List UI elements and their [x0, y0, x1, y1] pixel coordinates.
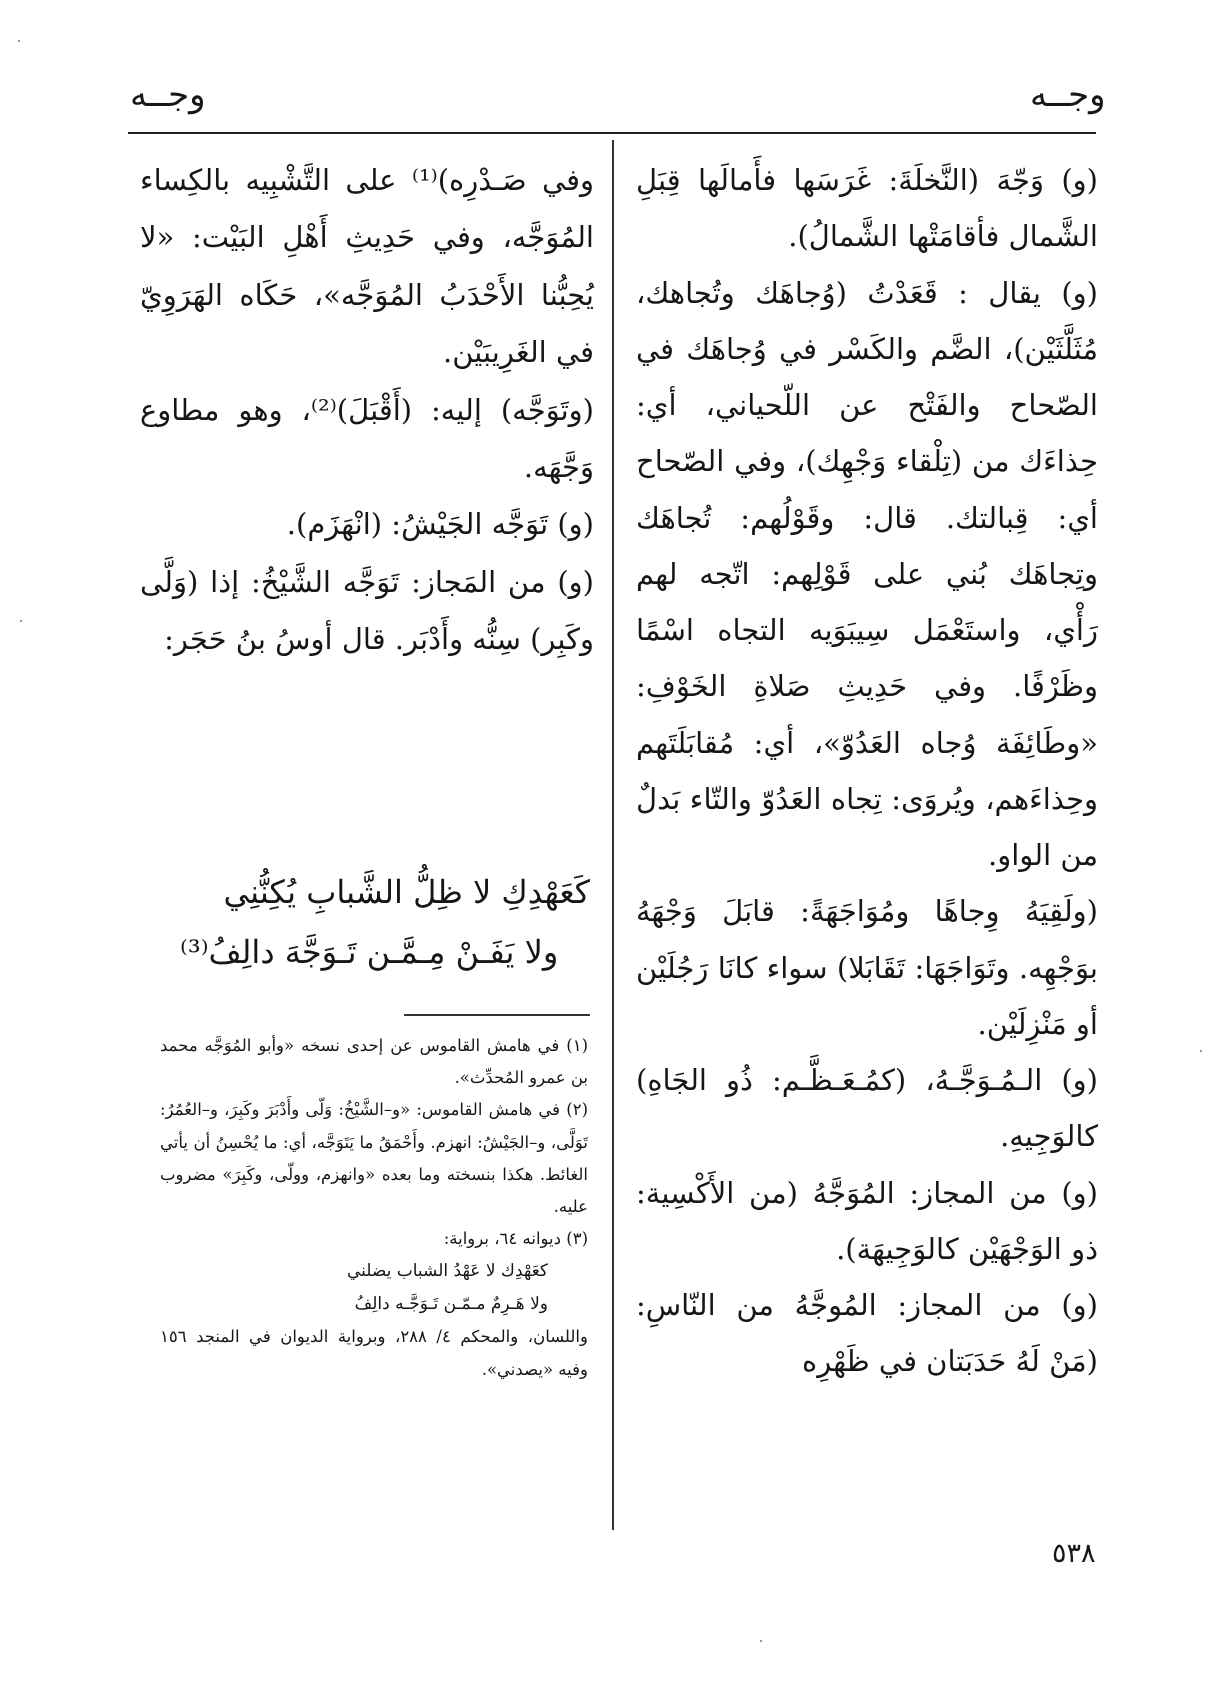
entry-paragraph: وفي صَـدْرِه)⁽¹⁾ على التَّشْبِيه بالكِساء المُوَجَّه، وفي حَدِيثِ أَهْلِ البَيْت: «لا يُحِبُّنا الأَحْدَبُ المُوَجَّه»، حَكَاه الهَرَوِيّ في الغَرِيبَيْن. — [140, 163, 594, 370]
footnote-3: (٣) ديوانه ٦٤، برواية: — [443, 1229, 588, 1249]
column-divider — [612, 140, 614, 1530]
verse-line-1: كَعَهْدِكِ لا ظِلُّ الشَّبابِ يُكِنُّنِي — [223, 873, 590, 911]
footnote-verse-line-2: ولا هَـرِمٌ مـمّـن تَـوَجَّـه دالِفُ — [354, 1294, 548, 1315]
scan-speck — [760, 1640, 762, 1642]
verse-line-2: ولا يَفَـنْ مِـمَّـن تَـوَجَّهَ دالِفُ⁽³⁾ — [180, 933, 559, 971]
scan-speck — [1200, 1050, 1202, 1052]
entry-paragraph: (وتَوَجَّه) إليه: (أَقْبَلَ)⁽²⁾، وهو مطاوع وَجَّهَه. — [140, 392, 594, 485]
entry-paragraph: (و) من المجاز: المُوَجَّهُ (من الأَكْسِية: ذو الوَجْهَيْن كالوَجِيهَة). — [636, 1175, 1098, 1266]
running-header-right: وجــه — [1030, 75, 1106, 115]
footnote-rule — [404, 1014, 590, 1016]
entry-paragraph: (و) من المجاز: المُوجَّهُ من النّاسِ: (مَنْ لَهُ حَدَبَتان في ظَهْرِه — [636, 1288, 1098, 1379]
page-number: ٥٣٨ — [1052, 1538, 1096, 1569]
footnote-2: (٢) في هامش القاموس: «و–الشَّيْخُ: وَلّى وأَدْبَرَ وكَبِرَ، و–العُمُرُ: تَوَلَّى، و–الجَيْشُ: انهزم. وأَحْمَقُ ما يَتَوَجَّه، أي: ما يُحْسِنُ أن يأتي الغائط. هكذا بنسخته وما بعده «وانهزم، وولّى، وكَبِرَ» مضروب عليه. — [160, 1100, 588, 1216]
entry-paragraph: (و) تَوَجَّه الجَيْشُ: (انْهَزَم). — [286, 507, 594, 542]
entry-paragraph: (و) يقال : قَعَدْتُ (وُجاهَك وتُجاهك، مُثَلَّثَيْن)، الضَّم والكَسْر في وُجاهَك في الصّحاح والفَتْح عن اللّحياني، أي: حِذاءَك من (تِلْقاء وَجْهِك)، وفي الصّحاح أي: قِبالتك. قال: وقَوْلُهم: تُجاهَك وتِجاهَك بُني على قَوْلِهم: اتّجه لهم رَأْي، واستَعْمَل سِيبَوَيه التجاه اسْمًا وظَرْفًا. وفي حَدِيثِ صَلاةِ الخَوْفِ: «وطَائِفَة وُجاه العَدُوّ»، أي: مُقابَلَتَهم وحِذاءَهم، ويُروَى: تِجاه العَدُوّ والتّاء بَدلٌ من الواو. — [636, 275, 1098, 872]
scan-speck — [20, 620, 22, 622]
poetry-verse — [150, 862, 590, 982]
footnote-3-continuation: واللسان، والمحكم ٤/ ٢٨٨، وبرواية الديوان في المنجد ١٥٦ وفيه «يصدني». — [160, 1327, 588, 1379]
scan-speck — [18, 40, 20, 42]
footnote-1: (١) في هامش القاموس عن إحدى نسخه «وأبو المُوَجَّه محمد بن عمرو المُحدِّث». — [160, 1036, 588, 1088]
footnote-verse-line-1: كعَهْدِك لا عَهْدُ الشباب يضلني — [346, 1261, 548, 1282]
entry-paragraph: (و) من المَجاز: تَوَجَّه الشَّيْخُ: إذا (وَلَّى وكَبِر) سِنُّه وأَدْبَر. قال أوسُ بنُ حَجَر: — [140, 564, 594, 657]
footnotes — [160, 1030, 588, 1386]
left-column — [140, 152, 594, 669]
entry-paragraph: (ولَقِيَهُ وِجاهًا ومُوَاجَهَةً: قابَلَ وَجْهَهُ بوَجْهِه. وتَوَاجَهَا: تَقَابَلا) سواء كانَا رَجُلَيْن أو مَنْزِلَيْن. — [636, 894, 1098, 1041]
entry-paragraph: (و) الـمُـوَجَّـهُ، (كمُـعَـظَّـم: ذُو الجَاهِ) كالوَجِيهِ. — [636, 1063, 1098, 1154]
running-header-left: وجــه — [130, 75, 206, 115]
right-column — [636, 152, 1098, 1390]
entry-paragraph: (و) وَجّهَ (النَّخلَةَ: غَرَسَها فأَمالَها قِبَلِ الشَّمال فأقامَتْها الشَّمالُ). — [636, 163, 1098, 254]
header-rule — [128, 132, 1096, 134]
